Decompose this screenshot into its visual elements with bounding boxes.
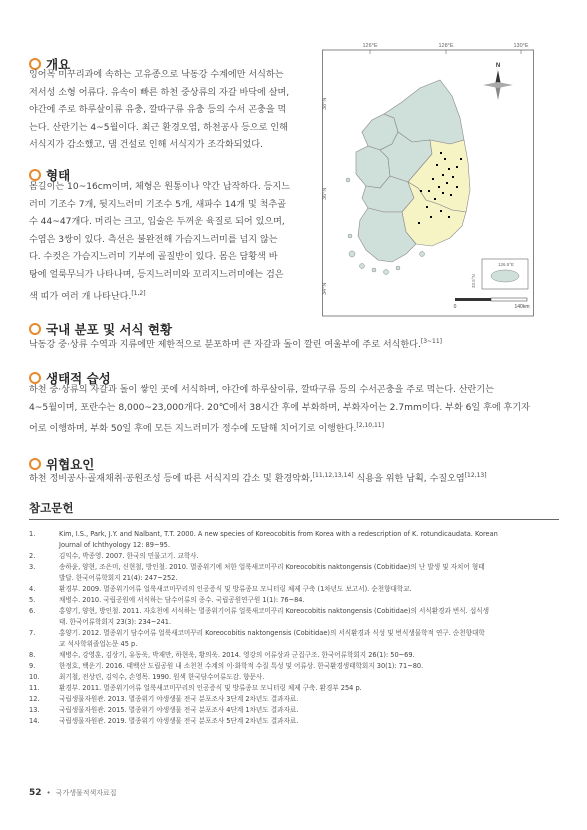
reference-item xyxy=(29,595,561,606)
reference-number: 5. xyxy=(29,596,36,604)
occurrence-dot xyxy=(456,186,458,188)
reference-text xyxy=(59,694,561,705)
jeju-lon-label: 126.5°E xyxy=(497,262,515,267)
occurrence-dot xyxy=(448,168,450,170)
ecology-paragraph xyxy=(29,382,530,439)
reference-line: 김익수, 박종영. 2007. 한국의 민물고기. 교학사. xyxy=(59,552,199,560)
overview-line: 는다. 산란기는 4~5월이다. 최근 환경오염, 하천공사 등으로 인해 xyxy=(29,122,288,133)
overview-title: 개요 xyxy=(46,57,71,72)
reference-text xyxy=(59,716,561,727)
north-label: N xyxy=(495,63,501,69)
distribution-title: 국내 분포 및 서식 현황 xyxy=(46,322,173,337)
reference-line: 국립생물자원관. 2013. 멸종위기 야생생물 전국 분포조사 3단계 2차년도 결과자료. xyxy=(59,695,299,703)
reference-line: 채병수. 2010. 국립공원에 서식하는 담수어류의 종수. 국립공원연구원 1(1): 76~84. xyxy=(59,596,305,604)
reference-line: 홍양기. 2012. 멸종위기 담수어류 얼룩새코미꾸리 Koreocobitis naktongensis (Cobitidae)의 서식환경과 식성 및 번식생물학적 연구. 순천향대학 xyxy=(59,629,485,637)
reference-item xyxy=(29,606,561,628)
footer-bullet: • xyxy=(46,789,51,797)
overview-line: 저서성 소형 어류다. 유속이 빠른 하천 중상류의 자갈 바닥에 살며, xyxy=(29,87,290,98)
citation: [1,2] xyxy=(131,289,146,297)
reference-line: 한정호, 백운기. 2016. 태백산 도립공원 내 소천천 수계의 이·화학적 수질 특성 및 어류상. 한국환경생태학회지 30(1): 71~80. xyxy=(59,662,424,670)
reference-item xyxy=(29,628,561,650)
threats-line xyxy=(29,467,487,489)
occurrence-dot xyxy=(436,164,438,166)
citation: [12,13] xyxy=(464,472,487,479)
reference-text xyxy=(59,529,561,551)
reference-number: 8. xyxy=(29,651,36,659)
reference-line: Kim, I.S., Park, J.Y. and Nalbant, T.T. 2000. A new species of Koreocobitis from Korea with a redescription of K. rotundicaudata. Korean xyxy=(59,530,498,538)
references-list xyxy=(29,529,561,727)
map-lat-label: 34°N xyxy=(322,282,328,295)
reference-text xyxy=(59,650,561,661)
morphology-line xyxy=(29,285,290,307)
reference-item xyxy=(29,562,561,584)
reference-number: 10. xyxy=(29,673,40,681)
reference-number: 6. xyxy=(29,607,36,615)
reference-number: 7. xyxy=(29,629,36,637)
overview-paragraph xyxy=(29,67,289,155)
occurrence-dot xyxy=(452,176,454,178)
scale-end-label: 140km xyxy=(514,304,530,310)
reference-item xyxy=(29,672,561,683)
occurrence-dot xyxy=(442,192,444,194)
occurrence-dot xyxy=(418,222,420,224)
distribution-paragraph xyxy=(29,333,442,355)
reference-text xyxy=(59,595,561,606)
publication-name: 국가생물적색자료집 xyxy=(55,789,117,797)
reference-line: 태. 한국어류학회지 23(3): 234~241. xyxy=(59,618,172,626)
reference-text xyxy=(59,551,561,562)
reference-line: 발달. 한국어류학회지 21(4): 247~252. xyxy=(59,574,178,582)
ecology-line: 하천 중·상류의 자갈과 돌이 쌓인 곳에 서식하며, 야간에 하루살이류, 깔따구류 등의 수서곤충을 주로 먹는다. 산란기는 xyxy=(29,385,494,395)
threats-paragraph xyxy=(29,467,487,489)
citation: [11,12,13,14] xyxy=(312,472,354,479)
occurrence-dot xyxy=(456,166,458,168)
morphology-line: 수 44~47개다. 머리는 크고, 입술은 두꺼운 육질로 되어 있으며, xyxy=(29,217,285,228)
overview-line: 잉어목 미꾸리과에 속하는 고유종으로 낙동강 수계에만 서식하는 xyxy=(29,70,284,80)
reference-line: 환경부. 2011. 멸종위기어류 얼룩새코미꾸리의 인공증식 및 방류종묘 모니터링 체제 구축. 환경부 254 p. xyxy=(59,684,362,692)
reference-number: 3. xyxy=(29,563,36,571)
occurrence-dot xyxy=(446,182,448,184)
map-lat-label: 38°N xyxy=(322,97,328,110)
occurrence-dot xyxy=(432,178,434,180)
morphology-title: 형태 xyxy=(46,168,71,183)
reference-item xyxy=(29,551,561,562)
ecology-line xyxy=(29,417,530,439)
reference-item xyxy=(29,694,561,705)
threats-text-2: 식용을 위한 남획, 수질오염 xyxy=(353,474,465,485)
ecology-last-line: 어로 이행하며, 부화 50일 후에 모든 지느러미가 정수에 도달해 치어기로 이행한다. xyxy=(29,424,357,435)
morphology-line: 러미 기조수 7개, 뒷지느러미 기조수 5개, 새파수 14개 및 척추골 xyxy=(29,199,286,210)
reference-number: 13. xyxy=(29,706,40,714)
threats-text-1: 하천 정비공사·골재채취·공원조성 등에 따른 서식지의 감소 및 환경악화, xyxy=(29,474,313,485)
threats-title: 위협요인 xyxy=(46,457,95,472)
reference-item xyxy=(29,584,561,595)
occurrence-dot xyxy=(428,190,430,192)
overview-line: 야간에 주로 하루살이류 유충, 깔따구류 유충 등의 수서 곤충을 먹 xyxy=(29,105,287,116)
reference-text xyxy=(59,584,561,595)
reference-line: 국립생물자원관. 2015. 멸종위기 야생생물 전국 분포조사 4단계 1차년도 결과자료. xyxy=(59,706,299,714)
reference-text xyxy=(59,606,561,628)
reference-text xyxy=(59,672,561,683)
occurrence-dot xyxy=(440,152,442,154)
reference-line: 최기철, 전상린, 김익수, 손영목. 1990. 원색 한국담수어류도감. 향문사. xyxy=(59,673,265,681)
page-number: 52 xyxy=(29,788,42,798)
occurrence-dot xyxy=(430,216,432,218)
jeju-lat-label: 33.5°N xyxy=(471,274,476,288)
reference-line: 송하윤, 양현, 조은미, 신현철, 방인철. 2010. 멸종위기에 처한 얼룩새코미꾸리 Koreocobitis naktongensis (Cobitidae)의 난 발생 및 자치어 형태 xyxy=(59,563,485,571)
reference-item xyxy=(29,529,561,551)
reference-item xyxy=(29,716,561,727)
reference-number: 12. xyxy=(29,695,40,703)
distribution-text: 낙동강 중·상류 수역과 지류에만 제한적으로 분포하며 큰 자갈과 돌이 깔린 여울부에 주로 서식한다. xyxy=(29,340,421,351)
map-lon-label: 126°E xyxy=(362,43,378,49)
map-lat-label: 36°N xyxy=(322,187,328,200)
morphology-line: 다. 수컷은 가슴지느러미 기부에 골질반이 있다. 몸은 담황색 바 xyxy=(29,252,278,263)
occurrence-dot xyxy=(442,174,444,176)
occurrence-dot xyxy=(460,158,462,160)
overview-line: 서식지가 감소했고, 댐 건설로 인해 서식지가 조각화되었다. xyxy=(29,140,263,151)
reference-item xyxy=(29,661,561,672)
morphology-last-line: 색 띠가 여러 개 나타난다. xyxy=(29,291,132,302)
morphology-line: 몸길이는 10~16cm이며, 체형은 원통이나 약간 납작하다. 등지느 xyxy=(29,182,291,192)
reference-text xyxy=(59,628,561,650)
reference-line: 교 석사학위졸업논문 45 p. xyxy=(59,640,138,648)
occurrence-dot xyxy=(434,198,436,200)
reference-item xyxy=(29,705,561,716)
citation: [2,10,11] xyxy=(356,422,384,430)
map-lon-label: 128°E xyxy=(438,43,454,49)
reference-text xyxy=(59,683,561,694)
map-lon-label: 130°E xyxy=(513,43,529,49)
reference-line: 채병수, 강영훈, 김상기, 유동욱, 박재만, 하현욱, 황의욱. 2014. 영강의 어류상과 군집구조. 한국어류학회지 26(1): 50~69. xyxy=(59,651,415,659)
citation: [3~11] xyxy=(420,338,443,345)
reference-text xyxy=(59,562,561,584)
occurrence-dot xyxy=(440,210,442,212)
reference-number: 2. xyxy=(29,552,36,560)
reference-text xyxy=(59,661,561,672)
morphology-line: 수염은 3쌍이 있다. 측선은 불완전해 가슴지느러미를 넘지 않는 xyxy=(29,234,278,245)
reference-number: 1. xyxy=(29,530,36,538)
morphology-paragraph xyxy=(29,179,290,306)
reference-line: 환경부. 2009. 멸종위기어류 얼룩새코미꾸리의 인공증식 및 방류종묘 모니터링 체제 구축 (1차년도 보고서). 순천향대학교. xyxy=(59,585,412,593)
ecology-title: 생태적 습성 xyxy=(46,371,111,386)
occurrence-dot xyxy=(444,158,446,160)
reference-line: 국립생물자원관. 2019. 멸종위기 야생생물 전국 분포조사 5단계 2차년도 결과자료. xyxy=(59,717,299,725)
reference-number: 14. xyxy=(29,717,40,725)
references-title: 참고문헌 xyxy=(29,501,74,515)
distribution-line xyxy=(29,333,442,355)
occurrence-dot xyxy=(448,216,450,218)
occurrence-dot xyxy=(438,186,440,188)
occurrence-dot xyxy=(420,190,422,192)
distribution-map xyxy=(322,40,534,317)
reference-line: Journal of Ichthyology 12: 89~95. xyxy=(59,541,170,549)
reference-line: 홍양기, 양현, 방인철. 2011. 자호천에 서식하는 멸종위기어류 얼룩새코미꾸리 Koreocobitis naktongensis (Cobitidae)의 서식환경과 번식. 섭식생 xyxy=(59,607,489,615)
occurrence-dot xyxy=(426,206,428,208)
scale-start-label: 0 xyxy=(453,304,457,310)
ecology-line: 4~5월이며, 포란수는 8,000~23,000개다. 20℃에서 38시간 후에 부화하며, 부화자어는 2.7mm이다. 부화 6일 후에 후기자 xyxy=(29,402,530,413)
morphology-line: 탕에 얼룩무늬가 나타나며, 등지느러미와 꼬리지느러미에는 검은 xyxy=(29,269,284,280)
reference-number: 9. xyxy=(29,662,36,670)
page-footer xyxy=(29,788,117,798)
reference-number: 4. xyxy=(29,585,36,593)
occurrence-dot xyxy=(450,194,452,196)
reference-text xyxy=(59,705,561,716)
reference-item xyxy=(29,650,561,661)
references-divider xyxy=(29,519,559,520)
reference-item xyxy=(29,683,561,694)
reference-number: 11. xyxy=(29,684,40,692)
